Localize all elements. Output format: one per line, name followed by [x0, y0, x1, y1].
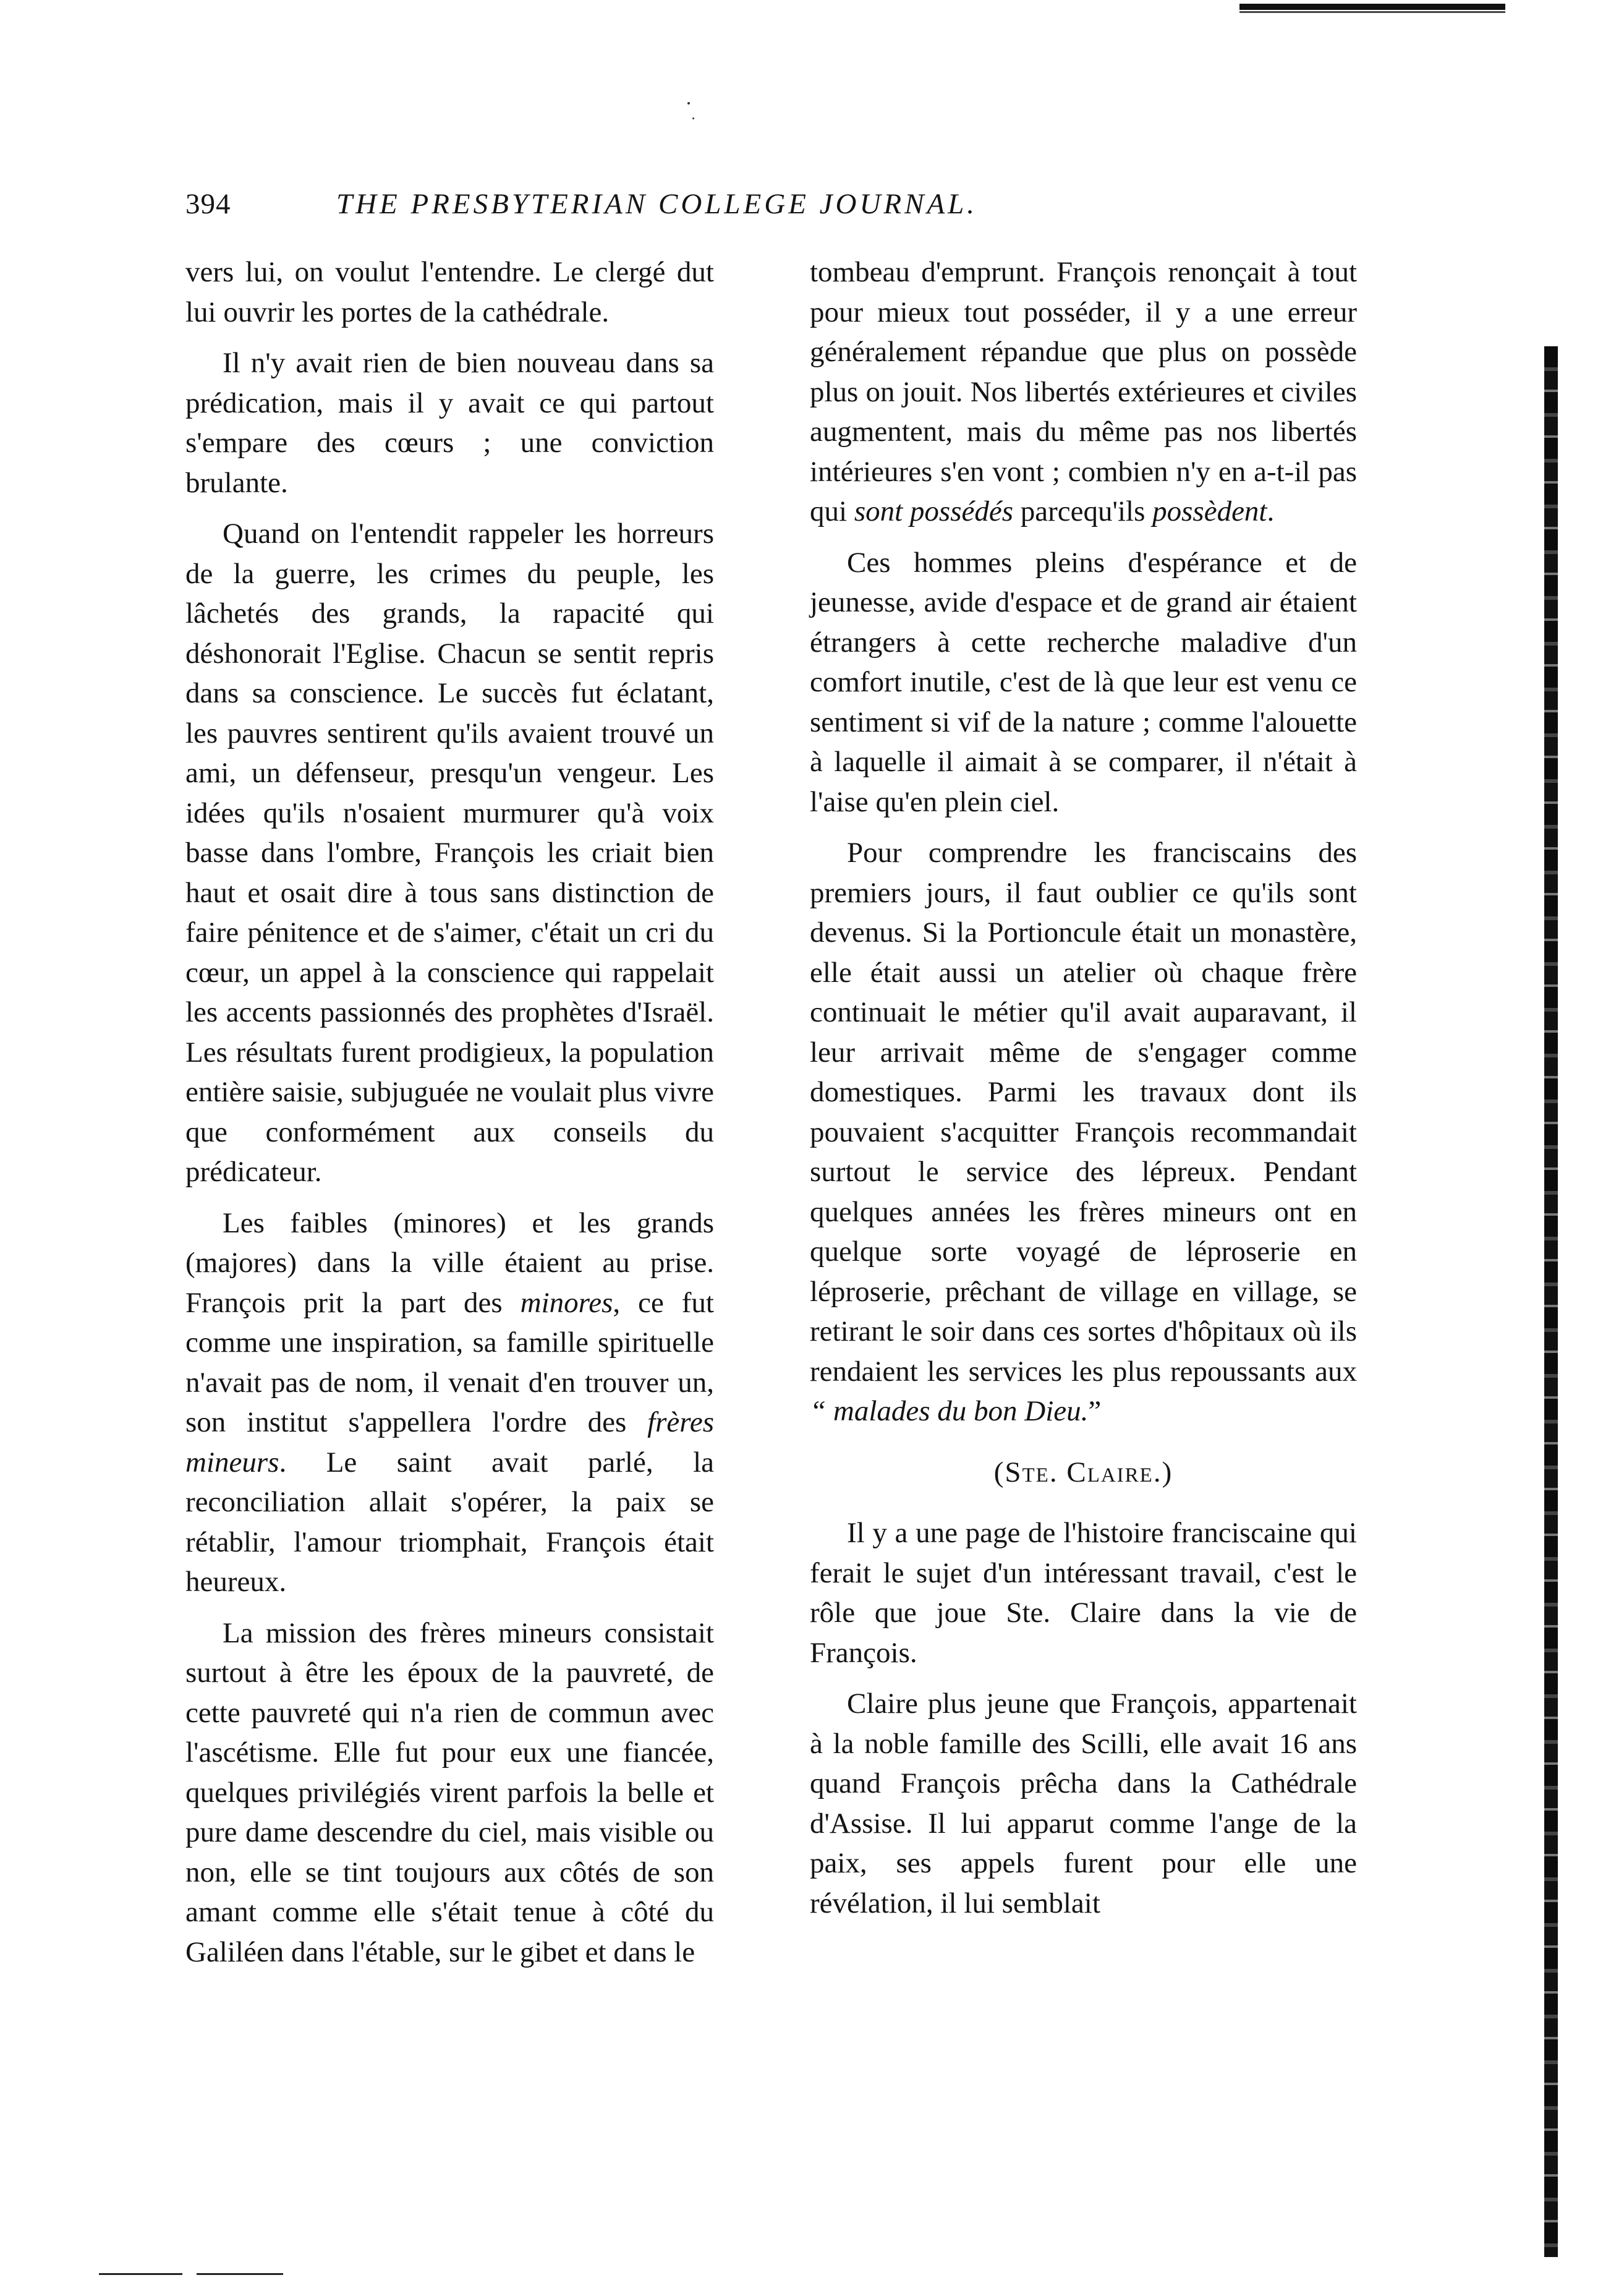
bottom-rule	[197, 2273, 283, 2275]
left-column	[185, 252, 714, 1972]
paragraph	[185, 1203, 714, 1602]
paragraph: vers lui, on voulut l'entendre. Le clergé dut lui ouvrir les portes de la cathédrale.	[185, 256, 714, 328]
ink-speck	[692, 117, 694, 119]
top-rule	[1239, 4, 1505, 10]
bottom-rule	[99, 2273, 182, 2275]
text-run: tombeau d'emprunt. François renonçait à tout pour mieux tout posséder, il y a une erreur généralement répandue que plus on possède plus on jouit. Nos libertés extérieures et civiles augmentent, mais du même pas nos libertés intérieures s'en vont ; combien n'y en a-t-il pas qui	[810, 256, 1357, 527]
paragraph: Il n'y avait rien de bien nouveau dans sa prédication, mais il y avait ce qui partout s'empare des cœurs ; une conviction brulante.	[185, 347, 714, 499]
running-head	[185, 186, 1128, 223]
text-run: . Le saint avait parlé, la reconciliation allait s'opérer, la paix se rétablir, l'amour triomphait, François était heureux.	[185, 1446, 714, 1598]
text-run: , ce fut comme une inspiration, sa famille spirituelle n'avait pas de nom, il venait d'en trouver un, son institut s'appellera l'ordre des	[185, 1286, 714, 1438]
paragraph: Il y a une page de l'histoire franciscaine qui ferait le sujet d'un intéressant travail, c'est le rôle que joue Ste. Claire dans la vie de François.	[810, 1517, 1357, 1669]
paragraph: Ces hommes pleins d'espérance et de jeunesse, avide d'espace et de grand air étaient étrangers à cette recherche maladive d'un comfort inutile, c'est de là que leur est venu ce sentiment si vif de la nature ; comme l'alouette à laquelle il aimait à se comparer, il n'était à l'aise qu'en plein ciel.	[810, 546, 1357, 818]
italic-text: frères mineurs	[185, 1406, 714, 1479]
section-heading: (Ste. Claire.)	[993, 1456, 1173, 1488]
text-run: Les faibles (minores) et les grands (majores) dans la ville étaient au prise. François prit la part des	[185, 1206, 714, 1319]
paragraph	[810, 252, 1357, 532]
italic-text: sont possédés	[854, 495, 1014, 527]
page-number: 394	[185, 188, 231, 220]
paragraph	[810, 833, 1357, 1432]
right-column	[810, 252, 1357, 1923]
paragraph: La mission des frères mineurs consistait surtout à être les époux de la pauvreté, de cette pauvreté qui n'a rien de commun avec l'ascétisme. Elle fut pour eux une fiancée, quelques privilégiés virent parfois la belle et pure dame descendre du ciel, mais visible ou non, elle se tint toujours aux côtés de son amant comme elle s'était tenue à côté du Galiléen dans l'étable, sur le gibet et dans le	[185, 1616, 714, 1968]
text-run: Pour comprendre les franciscains des premiers jours, il faut oublier ce qu'ils sont devenus. Si la Portioncule était un monastère, elle était aussi un atelier où chaque frère continuait le métier qu'il avait auparavant, il leur arrivait même de s'engager comme domestiques. Parmi les travaux dont ils pouvaient s'acquitter François recommandait surtout le service des lépreux. Pendant quelques années les frères mineurs ont en quelque sorte voyagé de léproserie en léproserie, prêchant de village en village, se retirant le soir dans ces sortes d'hôpitaux où ils rendaient les services les plus repoussants aux	[810, 837, 1357, 1388]
journal-title: THE PRESBYTERIAN COLLEGE JOURNAL.	[336, 188, 978, 220]
paragraph: Claire plus jeune que François, appartenait à la noble famille des Scilli, elle avait 16 ans quand François prêcha dans la Cathédrale d'Assise. Il lui apparut comme l'ange de la paix, ses appels furent pour elle une révélation, il lui semblait	[810, 1688, 1357, 1919]
italic-text: minores	[520, 1286, 613, 1319]
ink-speck	[687, 102, 690, 105]
italic-text: possèdent	[1152, 495, 1267, 527]
top-rule-shadow	[1239, 11, 1505, 13]
text-run: ”	[1088, 1395, 1102, 1427]
italic-text: “ malades du bon Dieu.	[810, 1395, 1089, 1427]
text-run: parcequ'ils	[1013, 495, 1153, 527]
text-run: .	[1267, 495, 1275, 527]
paragraph: Quand on l'entendit rappeler les horreurs de la guerre, les crimes du peuple, les lâchetés des grands, la rapacité qui déshonorait l'Eglise. Chacun se sentit repris dans sa conscience. Le succès fut éclatant, les pauvres sentirent qu'ils avaient trouvé un ami, un défenseur, presqu'un vengeur. Les idées qu'ils n'osaient murmurer qu'à voix basse dans l'ombre, François les criait bien haut et osait dire à tous sans distinction de faire pénitence et de s'aimer, c'était un cri du cœur, un appel à la conscience qui rappelait les accents passionnés des prophètes d'Israël. Les résultats furent prodigieux, la population entière saisie, subjuguée ne voulait plus vivre que conformément aux conseils du prédicateur.	[185, 518, 714, 1188]
page-edge-shadow	[1544, 346, 1558, 2257]
